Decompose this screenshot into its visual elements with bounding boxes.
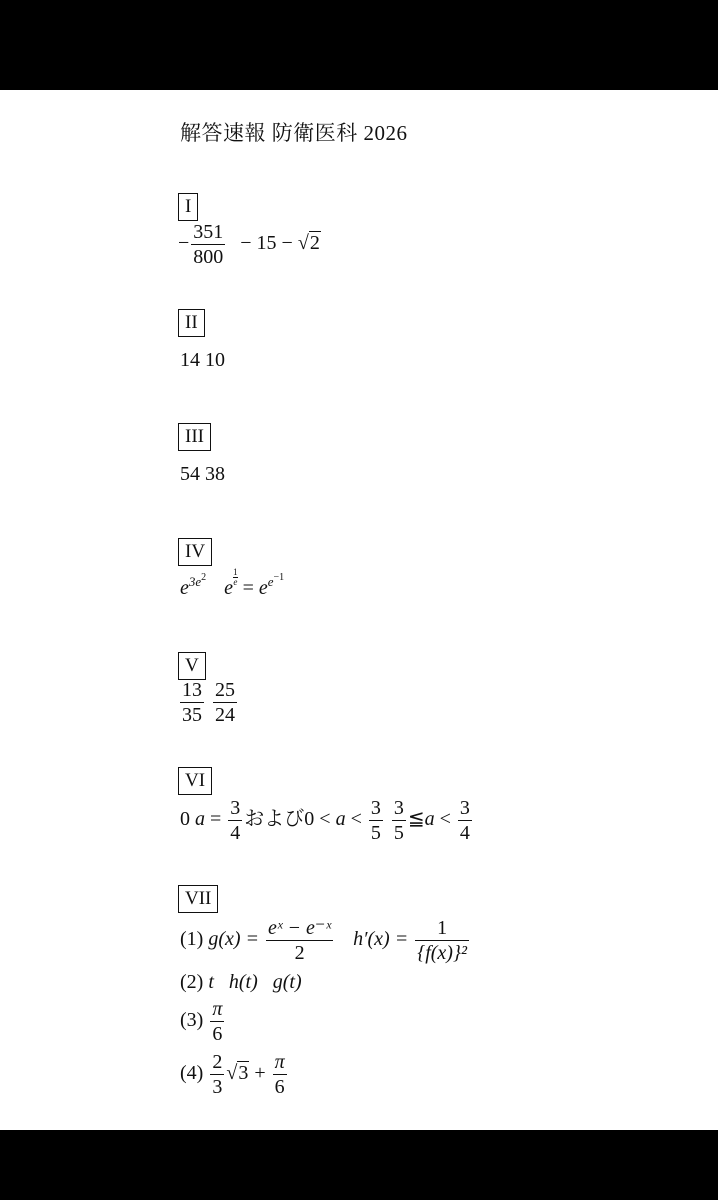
fraction-denominator: 6 bbox=[212, 1023, 223, 1045]
minus-sign: − bbox=[178, 232, 190, 255]
fraction-numerator: 3 bbox=[393, 797, 404, 819]
answer-vi bbox=[180, 796, 474, 845]
h-derivative: h′(x) = bbox=[353, 928, 409, 951]
connector-text: および0 < bbox=[244, 808, 331, 831]
section-label-vi: VI bbox=[178, 767, 212, 795]
answer-vii-part-4 bbox=[180, 1050, 289, 1099]
g-definition: g(x) = bbox=[208, 928, 260, 951]
sqrt-expression: √3 bbox=[226, 1062, 249, 1085]
answer-v bbox=[178, 678, 239, 727]
base-e: e bbox=[224, 577, 234, 599]
variable-a: a bbox=[335, 808, 346, 831]
less-than-sign: < bbox=[439, 808, 451, 831]
fraction-13-35 bbox=[180, 678, 204, 727]
fraction-denominator: 35 bbox=[182, 704, 202, 726]
fraction-denominator: {f(x)}² bbox=[417, 942, 467, 964]
exponent: e bbox=[267, 574, 274, 589]
exponent-power: −1 bbox=[273, 572, 285, 583]
fraction-numerator: 1 bbox=[233, 567, 238, 577]
section-label-vii: VII bbox=[178, 885, 218, 913]
fraction-denominator: 5 bbox=[370, 822, 381, 844]
section-label-ii: II bbox=[178, 309, 205, 337]
section-label-iv: IV bbox=[178, 538, 212, 566]
answer-ii: 14 10 bbox=[180, 349, 225, 371]
fraction-g bbox=[266, 916, 333, 965]
base-e: e bbox=[180, 577, 189, 599]
exponent-square: 2 bbox=[201, 572, 207, 583]
fraction-denominator: 800 bbox=[193, 246, 224, 268]
fraction-denominator: 5 bbox=[393, 822, 404, 844]
part-label: (3) bbox=[180, 1009, 204, 1032]
fraction-numerator: 25 bbox=[215, 679, 235, 701]
fraction-351-800 bbox=[191, 220, 225, 269]
answer-iv bbox=[180, 567, 285, 600]
fraction-2-3 bbox=[210, 1050, 224, 1099]
fraction-numerator: 2 bbox=[212, 1051, 223, 1073]
fraction-h-derivative bbox=[415, 916, 469, 965]
less-equal-sign: ≦ bbox=[407, 808, 425, 831]
fraction-numerator: eˣ − e⁻ˣ bbox=[268, 917, 332, 939]
fraction-denominator: 6 bbox=[274, 1076, 285, 1098]
answer-vii-part-2 bbox=[180, 970, 302, 994]
document-page bbox=[0, 90, 718, 1130]
less-than-sign: < bbox=[350, 808, 362, 831]
fraction-pi-6 bbox=[273, 1050, 287, 1099]
plus-sign: + bbox=[254, 1062, 266, 1085]
sqrt-radicand: 3 bbox=[238, 1062, 249, 1085]
section-label-v: V bbox=[178, 652, 206, 680]
answer-i bbox=[178, 220, 321, 269]
answer-i-rest: − 15 − bbox=[240, 232, 293, 255]
fraction-denominator: 4 bbox=[230, 822, 241, 844]
answer-vii-part-1 bbox=[180, 916, 471, 965]
fraction-denominator: 2 bbox=[294, 942, 305, 964]
fraction-denominator: 4 bbox=[459, 822, 470, 844]
fraction-numerator: 3 bbox=[459, 797, 470, 819]
section-label-i: I bbox=[178, 193, 198, 221]
lead-value: 0 bbox=[180, 808, 190, 831]
variable-a: a bbox=[424, 808, 435, 831]
fraction-numerator: 351 bbox=[193, 221, 224, 243]
base-e: e bbox=[258, 577, 268, 599]
sqrt-expression: √2 bbox=[297, 232, 320, 255]
fraction-denominator: 24 bbox=[215, 704, 235, 726]
exponent-fraction bbox=[233, 568, 238, 587]
equals-sign: = bbox=[210, 808, 222, 831]
fraction-3-4 bbox=[458, 796, 472, 845]
part-text: t h(t) g(t) bbox=[208, 971, 302, 993]
fraction-3-5 bbox=[392, 796, 406, 845]
part-label: (2) bbox=[180, 971, 204, 993]
fraction-pi-6 bbox=[210, 997, 224, 1046]
section-label-iii: III bbox=[178, 423, 211, 451]
variable-a: a bbox=[195, 808, 205, 831]
part-label: (1) bbox=[180, 928, 204, 951]
fraction-numerator: 3 bbox=[230, 797, 241, 819]
page-title: 解答速報 防衛医科 2026 bbox=[180, 121, 408, 145]
fraction-denominator: e bbox=[233, 577, 238, 587]
answer-iii: 54 38 bbox=[180, 463, 225, 485]
fraction-3-4 bbox=[228, 796, 242, 845]
fraction-numerator: π bbox=[274, 1051, 285, 1073]
exponent: 3e bbox=[188, 574, 202, 589]
sqrt-radicand: 2 bbox=[309, 232, 320, 255]
fraction-numerator: 13 bbox=[182, 679, 202, 701]
fraction-numerator: π bbox=[212, 998, 223, 1020]
fraction-denominator: 3 bbox=[212, 1076, 223, 1098]
equals-sign: = bbox=[242, 577, 254, 599]
part-label: (4) bbox=[180, 1062, 204, 1085]
fraction-25-24 bbox=[213, 678, 237, 727]
fraction-numerator: 1 bbox=[415, 916, 469, 941]
fraction-3-5 bbox=[369, 796, 383, 845]
answer-vii-part-3 bbox=[180, 997, 226, 1046]
fraction-numerator: 3 bbox=[370, 797, 381, 819]
